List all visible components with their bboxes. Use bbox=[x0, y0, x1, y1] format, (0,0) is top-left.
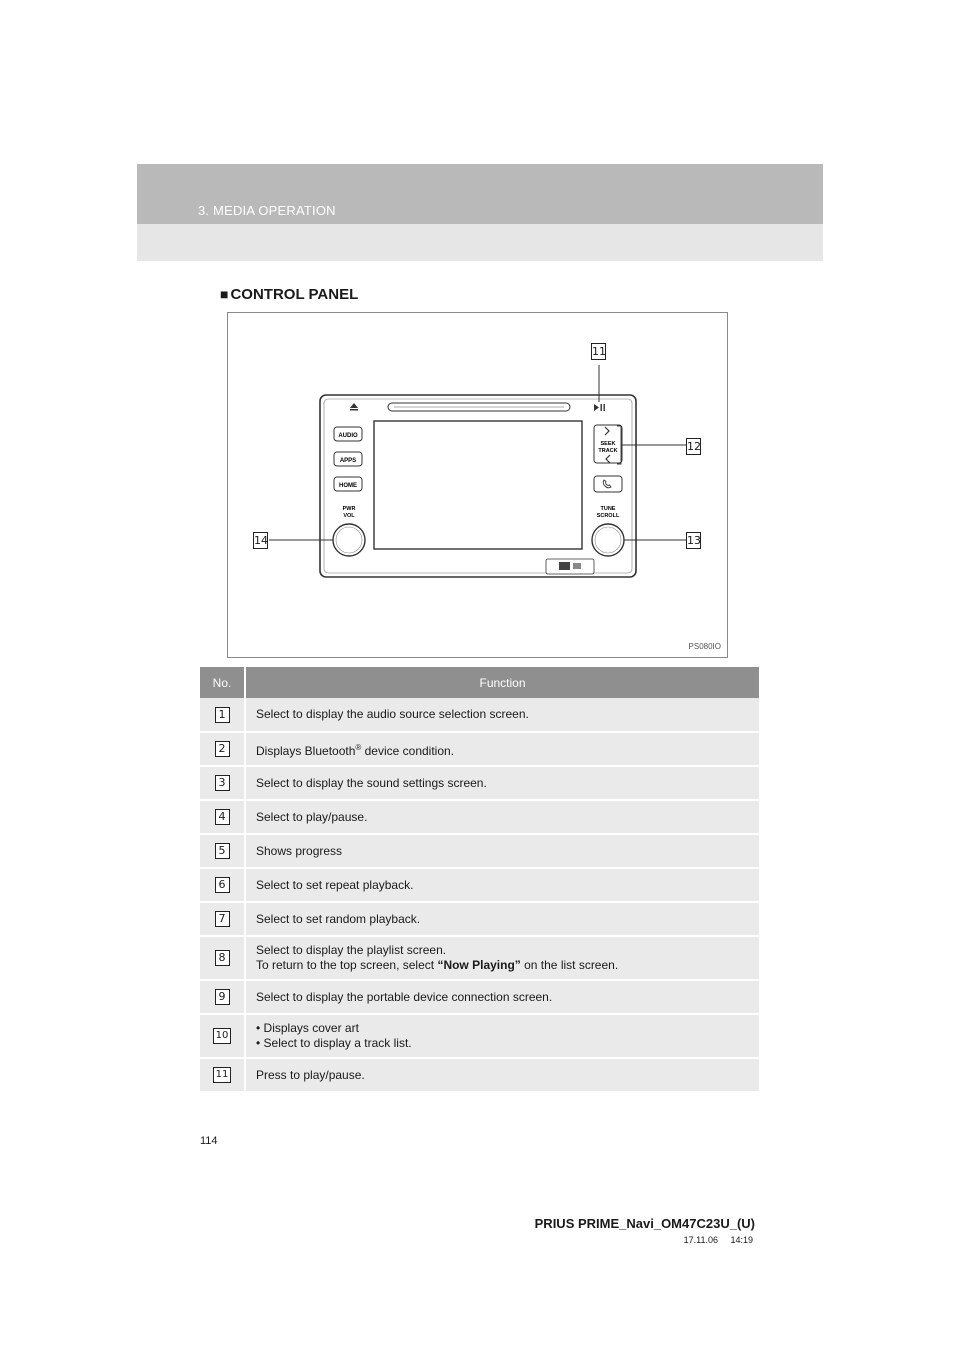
control-panel-figure bbox=[227, 312, 728, 658]
table-row bbox=[200, 902, 759, 936]
row-number: 9 bbox=[215, 989, 230, 1005]
row-number: 10 bbox=[213, 1028, 231, 1044]
page-number: 114 bbox=[200, 1135, 218, 1147]
document-code: PRIUS PRIME_Navi_OM47C23U_(U) bbox=[534, 1216, 755, 1231]
section-title: 3. MEDIA OPERATION bbox=[198, 203, 336, 218]
callout-11: 11 bbox=[592, 345, 606, 358]
row-number: 6 bbox=[215, 877, 230, 893]
heading-marker: ■ bbox=[220, 286, 229, 302]
apps-label: APPS bbox=[339, 458, 357, 464]
row-number: 2 bbox=[215, 741, 230, 757]
table-row bbox=[200, 868, 759, 902]
row-function: Select to set random playback. bbox=[245, 902, 759, 936]
table-row bbox=[200, 1014, 759, 1058]
row-number: 4 bbox=[215, 809, 230, 825]
table-row bbox=[200, 800, 759, 834]
tune-scroll-knob[interactable] bbox=[592, 524, 624, 556]
pwr-label: PWR bbox=[342, 506, 356, 512]
row-function: Displays Bluetooth® device condition. bbox=[245, 732, 759, 766]
row-number: 1 bbox=[215, 707, 230, 723]
table-header-row bbox=[200, 667, 759, 698]
table-row bbox=[200, 834, 759, 868]
scroll-label: SCROLL bbox=[596, 513, 620, 519]
row-function: Select to set repeat playback. bbox=[245, 868, 759, 902]
row-function: Select to display the sound settings screen. bbox=[245, 766, 759, 800]
seek-label: SEEK bbox=[600, 441, 616, 447]
document-date: 17.11.06 14:19 bbox=[683, 1235, 753, 1245]
row-function: Press to play/pause. bbox=[245, 1058, 759, 1092]
table-row bbox=[200, 936, 759, 980]
header-subband bbox=[137, 224, 823, 261]
row-number: 11 bbox=[213, 1067, 231, 1083]
row-function: Shows progress bbox=[245, 834, 759, 868]
control-panel-illustration bbox=[228, 313, 729, 659]
phone-button[interactable] bbox=[594, 476, 622, 492]
row-number: 8 bbox=[215, 950, 230, 966]
callout-13: 13 bbox=[687, 534, 701, 547]
function-table bbox=[200, 667, 759, 1093]
row-function: Select to display the audio source selection screen. bbox=[245, 698, 759, 732]
row-number: 7 bbox=[215, 911, 230, 927]
table-row bbox=[200, 698, 759, 732]
column-header-no: No. bbox=[200, 667, 245, 698]
row-number: 5 bbox=[215, 843, 230, 859]
table-row bbox=[200, 732, 759, 766]
heading-title: CONTROL PANEL bbox=[230, 286, 359, 303]
row-number: 3 bbox=[215, 775, 230, 791]
row-function: • Displays cover art • Select to display a track list. bbox=[245, 1014, 759, 1058]
table-row bbox=[200, 1058, 759, 1092]
section-heading bbox=[220, 286, 358, 303]
tune-label: TUNE bbox=[600, 506, 616, 512]
callout-14: 14 bbox=[254, 534, 268, 547]
callout-12: 12 bbox=[687, 440, 701, 453]
table-row bbox=[200, 766, 759, 800]
figure-code: PS080IO bbox=[688, 642, 721, 651]
row-function: Select to display the portable device connection screen. bbox=[245, 980, 759, 1014]
row-function: Select to play/pause. bbox=[245, 800, 759, 834]
row-function: Select to display the playlist screen. To return to the top screen, select “Now Playing” on the list screen. bbox=[245, 936, 759, 980]
vol-label: VOL bbox=[343, 513, 355, 519]
column-header-function: Function bbox=[245, 667, 759, 698]
table-row bbox=[200, 980, 759, 1014]
display-screen bbox=[374, 421, 582, 549]
audio-label: AUDIO bbox=[338, 433, 358, 439]
track-label: TRACK bbox=[598, 448, 618, 454]
pwr-vol-knob[interactable] bbox=[333, 524, 365, 556]
home-label: HOME bbox=[339, 483, 357, 489]
